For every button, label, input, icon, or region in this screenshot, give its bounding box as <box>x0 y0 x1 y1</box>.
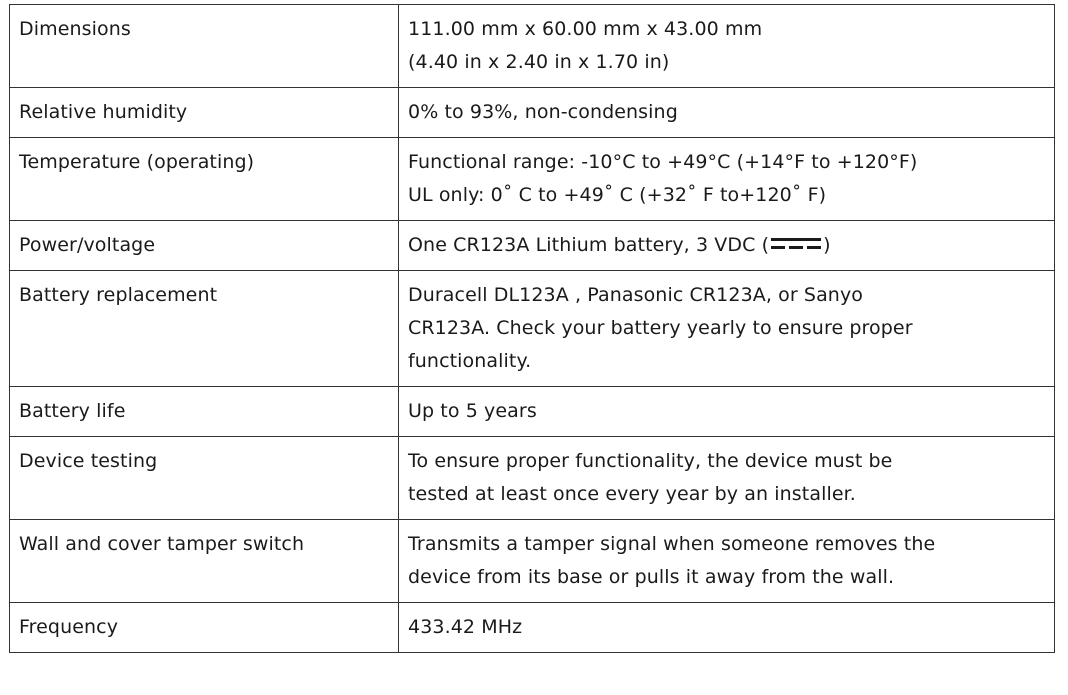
spec-value-line: 0% to 93%, non-condensing <box>408 101 678 123</box>
spec-value-line: Up to 5 years <box>408 400 537 422</box>
spec-value <box>399 437 1055 520</box>
spec-value <box>399 520 1055 603</box>
spec-label: Relative humidity <box>10 88 399 138</box>
spec-value-line: (4.40 in x 2.40 in x 1.70 in) <box>408 51 670 73</box>
table-row <box>10 520 1055 603</box>
spec-value <box>399 271 1055 387</box>
power-text-before: One CR123A Lithium battery, 3 VDC ( <box>408 234 770 256</box>
table-row <box>10 271 1055 387</box>
spec-label: Power/voltage <box>10 221 399 271</box>
spec-value-line: UL only: 0˚ C to +49˚ C (+32˚ F to+120˚ F) <box>408 184 827 206</box>
spec-value-line: tested at least once every year by an installer. <box>408 483 856 505</box>
table-row <box>10 603 1055 653</box>
table-row <box>10 387 1055 437</box>
spec-value-line: To ensure proper functionality, the device must be <box>408 450 893 472</box>
spec-value-line: CR123A. Check your battery yearly to ensure proper <box>408 317 913 339</box>
spec-label: Dimensions <box>10 5 399 88</box>
table-row <box>10 437 1055 520</box>
table-row <box>10 5 1055 88</box>
spec-label: Battery replacement <box>10 271 399 387</box>
table-row <box>10 138 1055 221</box>
spec-label: Wall and cover tamper switch <box>10 520 399 603</box>
spec-label: Temperature (operating) <box>10 138 399 221</box>
spec-value-line: device from its base or pulls it away from the wall. <box>408 566 895 588</box>
spec-label: Frequency <box>10 603 399 653</box>
spec-value <box>399 221 1055 271</box>
spec-value-line: Duracell DL123A , Panasonic CR123A, or Sanyo <box>408 284 864 306</box>
spec-value <box>399 603 1055 653</box>
table-row <box>10 221 1055 271</box>
spec-value-line: 111.00 mm x 60.00 mm x 43.00 mm <box>408 18 763 40</box>
power-text-after: ) <box>823 234 831 256</box>
spec-value <box>399 88 1055 138</box>
spec-value-line <box>408 229 1054 262</box>
spec-value-line: 433.42 MHz <box>408 616 523 638</box>
spec-value-line: functionality. <box>408 350 532 372</box>
spec-value <box>399 138 1055 221</box>
spec-label: Battery life <box>10 387 399 437</box>
spec-value-line: Transmits a tamper signal when someone removes the <box>408 533 936 555</box>
spec-value <box>399 5 1055 88</box>
table-row <box>10 88 1055 138</box>
spec-value <box>399 387 1055 437</box>
specifications-table <box>9 4 1055 653</box>
dc-current-symbol-icon <box>771 237 821 251</box>
spec-label: Device testing <box>10 437 399 520</box>
spec-value-line: Functional range: -10°C to +49°C (+14°F to +120°F) <box>408 151 918 173</box>
